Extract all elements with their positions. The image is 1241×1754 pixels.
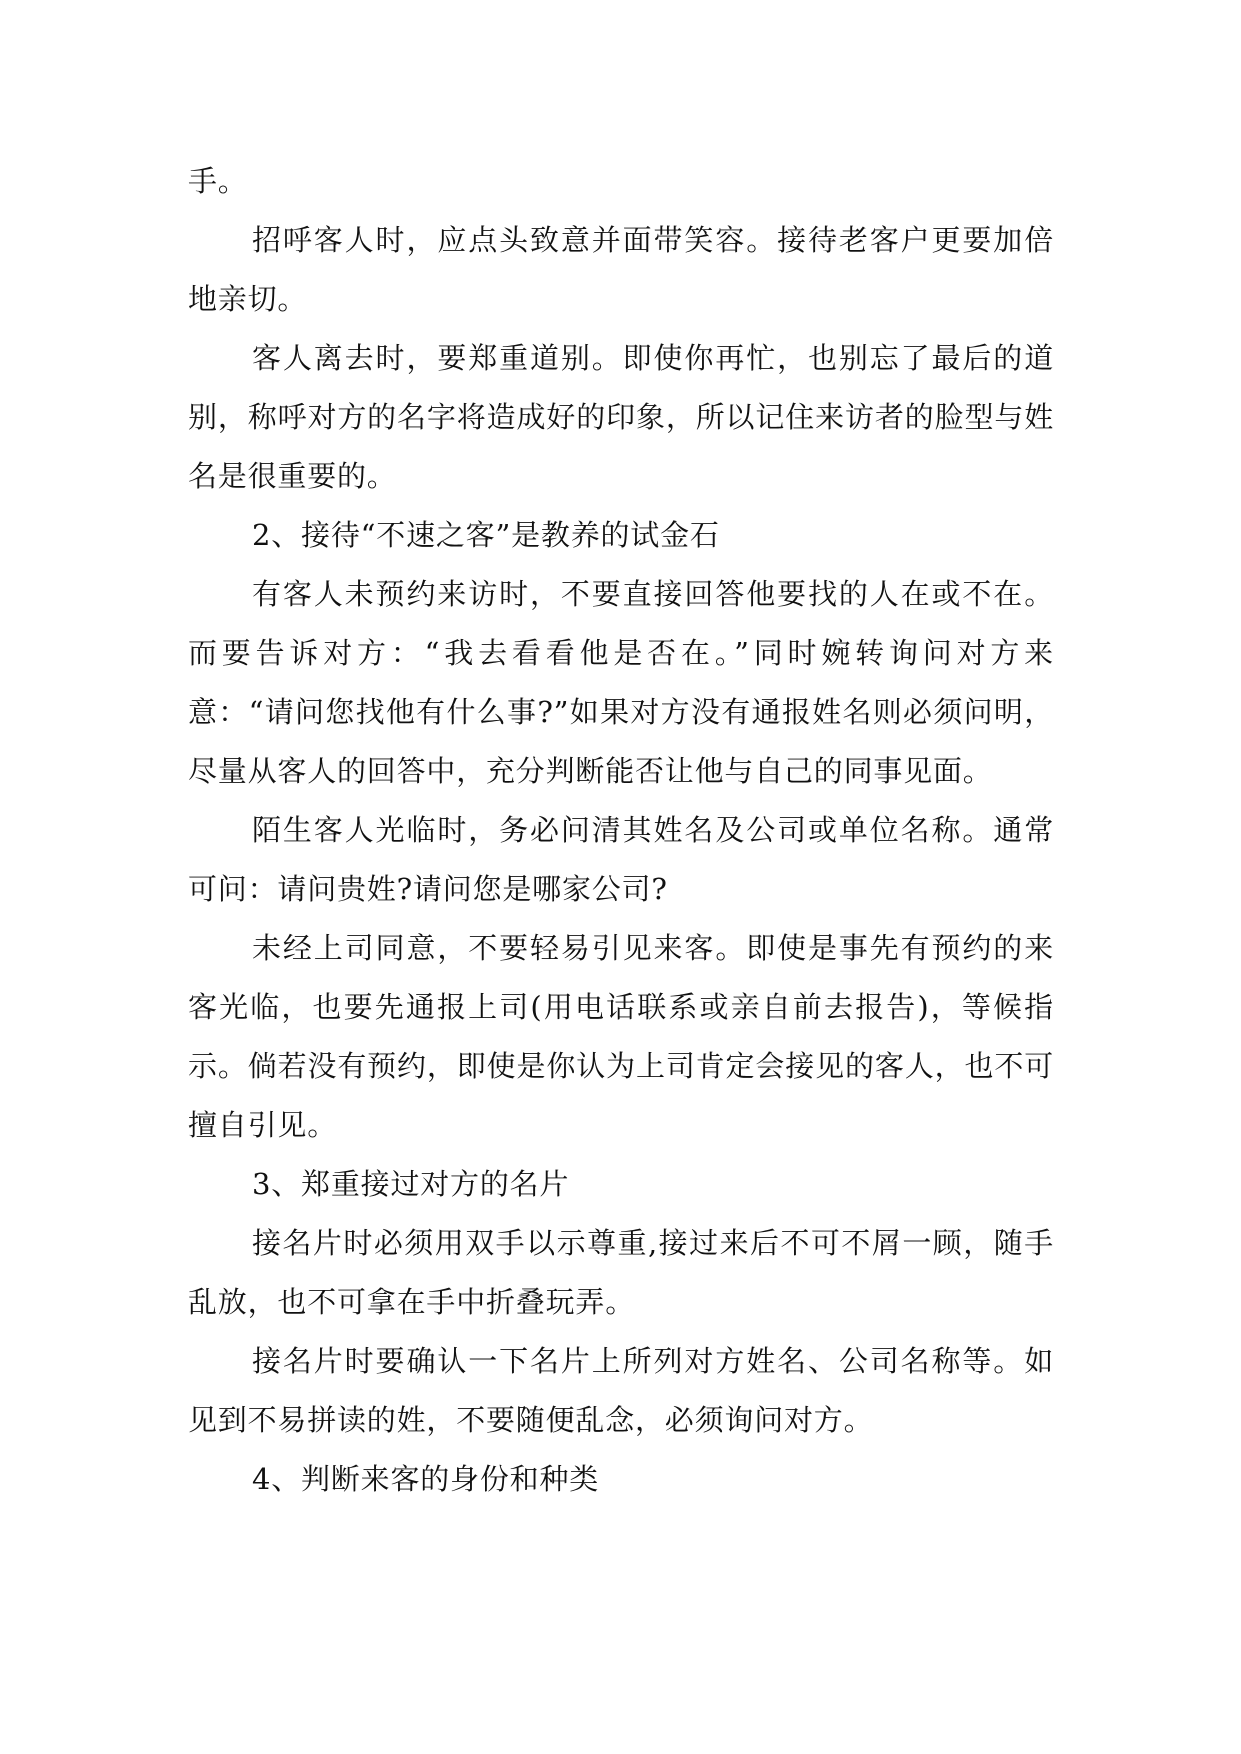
section-heading-3: 3、郑重接过对方的名片 xyxy=(252,1167,570,1201)
paragraph-confirm-card: 接名片时要确认一下名片上所列对方姓名、公司名称等。如见到不易拼读的姓，不要随便乱念，必须询问对方。 xyxy=(188,1344,1054,1437)
document-body xyxy=(188,152,1054,1509)
paragraph-greeting-guests: 招呼客人时，应点头致意并面带笑容。接待老客户更要加倍地亲切。 xyxy=(188,223,1054,316)
paragraph-continuation: 手。 xyxy=(188,164,248,198)
paragraph-farewell: 客人离去时，要郑重道别。即使你再忙，也别忘了最后的道别，称呼对方的名字将造成好的印象，所以记住来访者的脸型与姓名是很重要的。 xyxy=(188,341,1054,493)
paragraph-stranger-visitor: 陌生客人光临时，务必问清其姓名及公司或单位名称。通常可问：请问贵姓?请问您是哪家公司? xyxy=(188,813,1054,906)
section-heading-2: 2、接待“不速之客”是教养的试金石 xyxy=(252,518,720,552)
paragraph-receive-card: 接名片时必须用双手以示尊重,接过来后不可不屑一顾，随手乱放，也不可拿在手中折叠玩弄。 xyxy=(188,1226,1054,1319)
paragraph-introduce-to-boss: 未经上司同意，不要轻易引见来客。即使是事先有预约的来客光临，也要先通报上司(用电话联系或亲自前去报告)，等候指示。倘若没有预约，即使是你认为上司肯定会接见的客人，也不可擅自引见。 xyxy=(188,931,1054,1142)
paragraph-unannounced-visitor: 有客人未预约来访时，不要直接回答他要找的人在或不在。而要告诉对方：“我去看看他是否在。”同时婉转询问对方来意：“请问您找他有什么事?”如果对方没有通报姓名则必须问明，尽量从客人的回答中，充分判断能否让他与自己的同事见面。 xyxy=(188,577,1054,788)
section-heading-4: 4、判断来客的身份和种类 xyxy=(252,1462,600,1496)
